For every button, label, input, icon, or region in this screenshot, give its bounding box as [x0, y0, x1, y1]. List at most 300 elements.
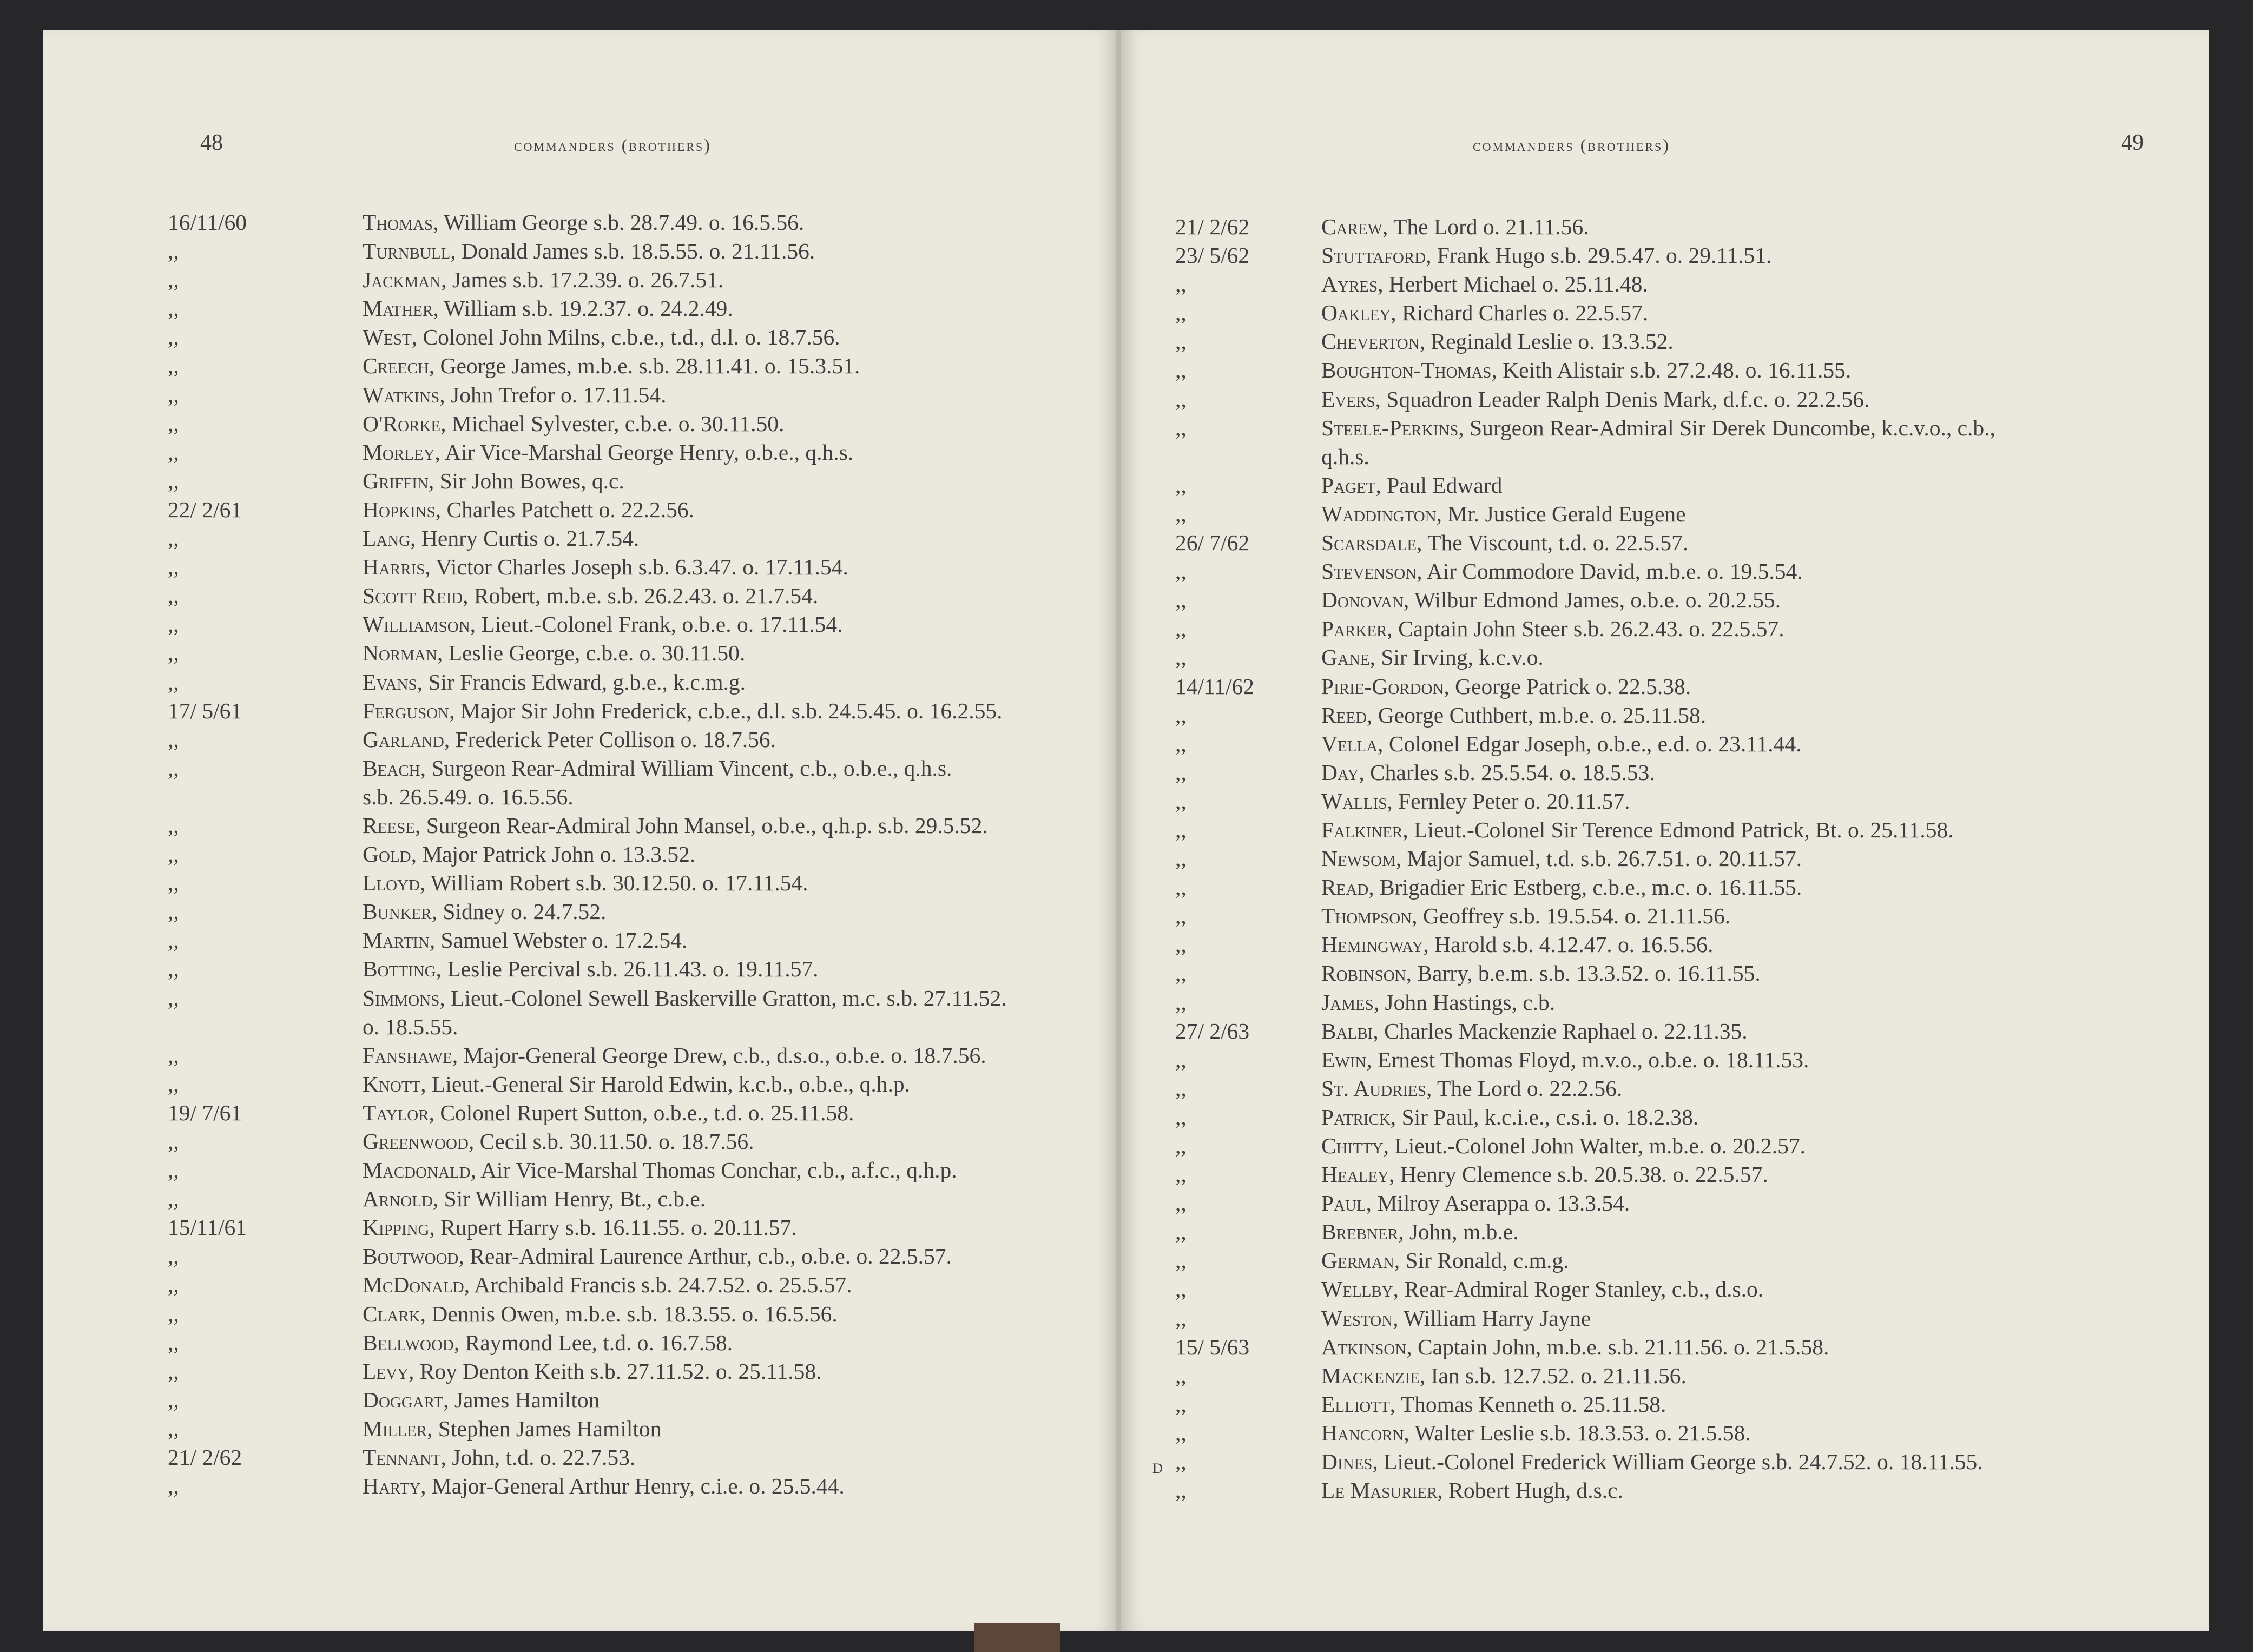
entry-detail: Herbert Michael o. 25.11.48. — [1383, 272, 1648, 297]
entry-surname: Donovan, — [1321, 587, 1409, 613]
entry-text — [1321, 414, 1995, 442]
entry-surname: German, — [1321, 1248, 1400, 1273]
entry-detail: Sir Francis Edward, g.b.e., k.c.m.g. — [422, 669, 746, 695]
entry-surname: Botting, — [363, 956, 442, 982]
entry-date: ,, — [168, 812, 179, 838]
entry-detail: Reginald Leslie o. 13.3.52. — [1425, 329, 1674, 354]
entry-surname: Falkiner, — [1321, 817, 1408, 842]
entry-text — [1321, 327, 1674, 356]
entry-surname: Weston, — [1321, 1305, 1399, 1331]
entry-surname: Miller, — [363, 1416, 433, 1441]
entry-surname: Mather, — [363, 296, 439, 321]
entry-surname: Watkins, — [363, 382, 445, 407]
entry-surname: Creech, — [363, 353, 435, 379]
entry-date: ,, — [168, 1473, 179, 1499]
entry-date: ,, — [1175, 1191, 1187, 1216]
entry-surname: Bellwood, — [363, 1330, 460, 1355]
entry-detail: Fernley Peter o. 20.11.57. — [1392, 788, 1630, 814]
entry-text — [1321, 730, 1801, 758]
entry-text — [363, 984, 1007, 1013]
entry-surname: Dines, — [1321, 1449, 1378, 1475]
entry-surname: James, — [1321, 989, 1380, 1015]
entry-date: ,, — [1175, 846, 1187, 871]
entry-detail: Richard Charles o. 22.5.57. — [1396, 300, 1649, 326]
entry-date: ,, — [1175, 903, 1187, 929]
bookmark-ribbon — [974, 1623, 1060, 1652]
entry-text — [1321, 672, 1691, 701]
entry-surname: Kipping, — [363, 1215, 435, 1240]
entry-date: ,, — [168, 1330, 179, 1355]
entry-date: ,, — [168, 1387, 179, 1412]
entry-surname: Patrick, — [1321, 1104, 1396, 1129]
entry-detail: Henry Clemence s.b. 20.5.38. o. 22.5.57. — [1394, 1162, 1768, 1187]
entry-date: ,, — [168, 985, 179, 1010]
entry-date: ,, — [1175, 386, 1187, 412]
entry-text — [1321, 471, 1502, 500]
entry-date: ,, — [168, 1416, 179, 1441]
entry-date: ,, — [168, 640, 179, 666]
entry-date: ,, — [1175, 472, 1187, 498]
entry-text — [363, 610, 843, 639]
entry-detail: Lieut.-Colonel Frederick William George s.b. 24.7.52. o. 18.11.55. — [1378, 1449, 1983, 1475]
entry-surname: Turnbull, — [363, 239, 456, 264]
entry-surname: Evans, — [363, 669, 423, 695]
entry-surname: Griffin, — [363, 468, 434, 493]
entry-text — [1321, 1132, 1806, 1160]
entry-surname: Carew, — [1321, 214, 1388, 239]
entry-date: ,, — [168, 1186, 179, 1212]
entry-detail: William Harry Jayne — [1398, 1305, 1591, 1331]
entry-text — [363, 352, 860, 380]
entry-detail: The Viscount, t.d. o. 22.5.57. — [1422, 530, 1689, 556]
entry-surname: Ewin, — [1321, 1047, 1372, 1072]
entry-date: ,, — [1175, 415, 1187, 440]
entry-surname: Morley, — [363, 439, 440, 465]
entry-date: ,, — [168, 468, 179, 493]
entry-text — [1321, 758, 1655, 787]
entry-text — [363, 955, 819, 983]
page-number-right: 49 — [2121, 130, 2144, 155]
entry-date: ,, — [168, 439, 179, 465]
entry-surname: Garland, — [363, 726, 450, 752]
entry-text — [363, 1386, 600, 1415]
entry-detail: William George s.b. 28.7.49. o. 16.5.56. — [438, 210, 805, 235]
entry-text — [1321, 816, 1954, 844]
entry-text — [363, 1300, 838, 1329]
entry-text — [1321, 1390, 1666, 1419]
entry-date: ,, — [168, 612, 179, 637]
entry-text — [363, 869, 808, 897]
entry-detail: James s.b. 17.2.39. o. 26.7.51. — [446, 267, 724, 293]
entry-date: ,, — [1175, 932, 1187, 957]
entry-detail: Colonel John Milns, c.b.e., t.d., d.l. o. 18.7.56. — [417, 325, 840, 350]
entry-text — [1321, 442, 1369, 471]
entry-date: 17/ 5/61 — [168, 698, 242, 723]
entry-text — [1321, 299, 1648, 327]
entry-date: ,, — [168, 842, 179, 867]
entry-text — [363, 1099, 854, 1127]
entry-surname: Hopkins, — [363, 497, 442, 522]
entry-text — [1321, 902, 1730, 930]
entry-detail: Captain John, m.b.e. s.b. 21.11.56. o. 21.5.58. — [1412, 1334, 1829, 1359]
entry-text — [1321, 1189, 1630, 1218]
entry-detail: John, t.d. o. 22.7.53. — [446, 1445, 636, 1470]
entry-text — [363, 1213, 797, 1242]
entry-surname: Ayres, — [1321, 272, 1384, 297]
entry-detail: Sir Paul, k.c.i.e., c.s.i. o. 18.2.38. — [1396, 1104, 1699, 1129]
entry-text — [1321, 213, 1589, 241]
entry-detail: James Hamilton — [449, 1387, 600, 1412]
entry-detail: William Robert s.b. 30.12.50. o. 17.11.54. — [425, 870, 808, 896]
left-page — [43, 30, 1117, 1631]
entry-date: ,, — [168, 1358, 179, 1384]
entry-detail: Lieut.-Colonel Sewell Baskerville Gratton, m.c. s.b. 27.11.52. — [445, 985, 1007, 1010]
entry-detail: Leslie George, c.b.e. o. 30.11.50. — [443, 640, 746, 666]
entry-date: ,, — [168, 353, 179, 379]
entry-text — [1321, 1103, 1698, 1132]
entry-detail: Major Samuel, t.d. s.b. 26.7.51. o. 20.11.57. — [1401, 846, 1802, 871]
entry-surname: Parker, — [1321, 616, 1393, 642]
entry-detail: The Lord o. 22.2.56. — [1432, 1075, 1623, 1101]
entry-text — [363, 840, 695, 869]
entry-detail: Surgeon Rear-Admiral John Mansel, o.b.e., q.h.p. s.b. 29.5.52. — [420, 812, 988, 838]
entry-detail: Brigadier Eric Estberg, c.b.e., m.c. o. 16.11.55. — [1374, 875, 1802, 900]
entry-date: ,, — [168, 526, 179, 551]
entry-date: ,, — [168, 1071, 179, 1096]
entry-text — [363, 1041, 986, 1070]
entry-detail: Surgeon Rear-Admiral Sir Derek Duncombe, k.c.v.o., c.b., — [1464, 415, 1995, 440]
entry-text — [1321, 1419, 1751, 1448]
entry-text — [1321, 528, 1688, 557]
entry-text — [363, 725, 776, 754]
entry-surname: Newsom, — [1321, 846, 1402, 871]
entry-surname: Reese, — [363, 812, 421, 838]
entry-detail: Charles s.b. 25.5.54. o. 18.5.53. — [1364, 759, 1655, 785]
entry-surname: Levy, — [363, 1358, 414, 1384]
entry-text — [1321, 500, 1686, 528]
entry-detail: Ian s.b. 12.7.52. o. 21.11.56. — [1425, 1363, 1687, 1388]
entry-surname: Scott Reid, — [363, 583, 469, 609]
entry-detail: Lieut.-Colonel John Walter, m.b.e. o. 20.2.57. — [1389, 1133, 1806, 1158]
entry-text — [363, 1127, 754, 1156]
entry-surname: Paget, — [1321, 472, 1381, 498]
entry-date: ,, — [168, 726, 179, 752]
entry-detail: Cecil s.b. 30.11.50. o. 18.7.56. — [474, 1129, 754, 1154]
entry-text — [1321, 873, 1802, 902]
entry-date: 27/ 2/63 — [1175, 1018, 1250, 1043]
entry-detail: Robert, m.b.e. s.b. 26.2.43. o. 21.7.54. — [468, 583, 819, 609]
entry-date: ,, — [168, 1042, 179, 1068]
entry-text — [363, 524, 639, 553]
entry-date: ,, — [1175, 501, 1187, 526]
entry-surname: Tennant, — [363, 1445, 446, 1470]
entry-surname: Wallis, — [1321, 788, 1393, 814]
entry-surname: Boughton-Thomas, — [1321, 358, 1497, 383]
entry-date: 22/ 2/61 — [168, 497, 242, 522]
entry-text — [1321, 557, 1803, 586]
entry-surname: Healey, — [1321, 1162, 1395, 1187]
entry-surname: Stuttaford, — [1321, 243, 1432, 268]
entry-text — [1321, 385, 1869, 414]
entry-date: ,, — [1175, 1363, 1187, 1388]
entry-surname: Knott, — [363, 1071, 426, 1096]
entry-detail: Frederick Peter Collison o. 18.7.56. — [450, 726, 776, 752]
entry-date: ,, — [168, 1272, 179, 1298]
entry-detail: Thomas Kenneth o. 25.11.58. — [1395, 1391, 1666, 1417]
entry-text — [1321, 1074, 1622, 1103]
entry-detail: Sir Ronald, c.m.g. — [1400, 1248, 1569, 1273]
entry-text — [363, 266, 723, 294]
entry-text — [363, 1443, 635, 1472]
entry-detail: Colonel Rupert Sutton, o.b.e., t.d. o. 25.11.58. — [434, 1100, 854, 1125]
running-heading-left: commanders (brothers) — [514, 135, 712, 155]
entry-text — [1321, 1017, 1748, 1046]
entry-date: ,, — [1175, 1047, 1187, 1072]
entry-date: 16/11/60 — [168, 210, 247, 235]
entry-surname: Atkinson, — [1321, 1334, 1412, 1359]
entry-detail: Air Vice-Marshal Thomas Conchar, c.b., a.f.c., q.h.p. — [476, 1158, 957, 1183]
entry-detail: Major Sir John Frederick, c.b.e., d.l. s.b. 24.5.45. o. 16.2.55. — [454, 698, 1003, 723]
entry-text — [1321, 1046, 1809, 1074]
entry-surname: Norman, — [363, 640, 443, 666]
entry-detail: Ernest Thomas Floyd, m.v.o., o.b.e. o. 18.11.53. — [1372, 1047, 1809, 1072]
entry-text — [1321, 1246, 1569, 1275]
entry-text — [363, 754, 952, 783]
entry-date: ,, — [168, 1244, 179, 1269]
entry-date: ,, — [1175, 358, 1187, 383]
entry-text — [363, 668, 746, 697]
entry-date: ,, — [168, 669, 179, 695]
entry-text — [1321, 844, 1802, 873]
entry-date: ,, — [168, 928, 179, 953]
entry-text — [1321, 988, 1555, 1017]
entry-detail: John, m.b.e. — [1404, 1219, 1519, 1245]
entry-surname: Taylor, — [363, 1100, 434, 1125]
entry-detail: Donald James s.b. 18.5.55. o. 21.11.56. — [456, 239, 815, 264]
entry-surname: Brebner, — [1321, 1219, 1404, 1245]
entry-surname: McDonald, — [363, 1272, 470, 1298]
entry-text — [363, 1013, 458, 1041]
entry-date: ,, — [1175, 702, 1187, 728]
entry-detail: Frank Hugo s.b. 29.5.47. o. 29.11.51. — [1431, 243, 1772, 268]
entry-date: ,, — [1175, 1133, 1187, 1158]
entry-detail: Major Patrick John o. 13.3.52. — [416, 842, 696, 867]
entry-text — [363, 897, 606, 926]
entry-detail: Surgeon Rear-Admiral William Vincent, c.b., o.b.e., q.h.s. — [426, 755, 952, 781]
entry-surname: Arnold, — [363, 1186, 439, 1212]
entry-detail: Archibald Francis s.b. 24.7.52. o. 25.5.57. — [470, 1272, 852, 1298]
entry-detail: Dennis Owen, m.b.e. s.b. 18.3.55. o. 16.5.56. — [426, 1301, 838, 1326]
entry-date: 15/11/61 — [168, 1215, 247, 1240]
entry-detail: John Hastings, c.b. — [1379, 989, 1556, 1015]
entry-surname: Steele-Perkins, — [1321, 415, 1464, 440]
entry-text — [363, 697, 1002, 725]
entry-surname: Day, — [1321, 759, 1365, 785]
entry-text — [1321, 1160, 1768, 1189]
entry-text — [363, 409, 784, 438]
entry-surname: Scarsdale, — [1321, 530, 1422, 556]
entry-date: ,, — [1175, 817, 1187, 842]
entry-detail: Sir John Bowes, q.c. — [434, 468, 624, 493]
entry-date: ,, — [1175, 961, 1187, 986]
entry-text — [1321, 1448, 1983, 1476]
entry-detail: Rear-Admiral Laurence Arthur, c.b., o.b.e. o. 22.5.57. — [464, 1244, 952, 1269]
entry-date: ,, — [168, 1301, 179, 1326]
entry-date: ,, — [1175, 645, 1187, 670]
entry-text — [363, 926, 687, 955]
entry-text — [363, 581, 818, 610]
entry-text — [1321, 270, 1648, 299]
entry-detail: Henry Curtis o. 21.7.54. — [416, 526, 640, 551]
entry-text — [363, 1415, 661, 1443]
entry-surname: Le Masurier, — [1321, 1478, 1443, 1503]
entry-detail: Victor Charles Joseph s.b. 6.3.47. o. 17.11.54. — [430, 554, 848, 580]
entry-date: ,, — [1175, 989, 1187, 1015]
entry-text — [363, 1271, 852, 1299]
entry-date: ,, — [1175, 1305, 1187, 1331]
entry-date: 15/ 5/63 — [1175, 1334, 1250, 1359]
entry-detail: Harold s.b. 4.12.47. o. 16.5.56. — [1428, 932, 1714, 957]
entry-detail: Rupert Harry s.b. 16.11.55. o. 20.11.57. — [434, 1215, 797, 1240]
entry-text — [363, 1185, 706, 1213]
page-number-left: 48 — [200, 130, 223, 155]
entry-surname: Paul, — [1321, 1191, 1372, 1216]
entry-text — [363, 1070, 910, 1099]
entry-detail: Mr. Justice Gerald Eugene — [1442, 501, 1686, 526]
entry-surname: Harris, — [363, 554, 431, 580]
entry-surname: Hancorn, — [1321, 1420, 1409, 1445]
entry-date: ,, — [1175, 1449, 1187, 1475]
entry-text — [363, 208, 804, 237]
entry-detail: Major-General George Drew, c.b., d.s.o., o.b.e. o. 18.7.56. — [458, 1042, 986, 1068]
entry-surname: Chitty, — [1321, 1133, 1389, 1158]
entry-surname: Hemingway, — [1321, 932, 1429, 957]
entry-surname: Lloyd, — [363, 870, 426, 896]
entry-date: ,, — [1175, 1248, 1187, 1273]
entry-surname: Harty, — [363, 1473, 426, 1499]
entry-surname: Pirie-Gordon, — [1321, 673, 1450, 699]
entry-surname: Mackenzie, — [1321, 1363, 1426, 1388]
entry-text — [1321, 586, 1781, 614]
entry-date: 19/ 7/61 — [168, 1100, 242, 1125]
running-heading-right: commanders (brothers) — [1473, 135, 1670, 155]
entry-text — [1321, 1218, 1519, 1246]
entry-detail: Stephen James Hamilton — [432, 1416, 662, 1441]
entry-detail: Air Vice-Marshal George Henry, o.b.e., q.h.s. — [440, 439, 854, 465]
entry-text — [1321, 1304, 1591, 1333]
entry-detail: Charles Mackenzie Raphael o. 22.11.35. — [1378, 1018, 1748, 1043]
entry-surname: Evers, — [1321, 386, 1381, 412]
entry-surname: Simmons, — [363, 985, 445, 1010]
entry-text — [1321, 930, 1713, 959]
entry-text — [1321, 356, 1851, 385]
right-page — [1121, 30, 2209, 1631]
entry-detail: s.b. 26.5.49. o. 16.5.56. — [363, 784, 574, 809]
entry-date: 26/ 7/62 — [1175, 530, 1250, 556]
entry-detail: Paul Edward — [1381, 472, 1503, 498]
entry-detail: George Patrick o. 22.5.38. — [1449, 673, 1691, 699]
entry-detail: Roy Denton Keith s.b. 27.11.52. o. 25.11.58. — [414, 1358, 822, 1384]
entry-date: ,, — [168, 583, 179, 609]
entry-text — [363, 1329, 733, 1357]
entry-date: ,, — [1175, 559, 1187, 584]
entry-text — [1321, 787, 1630, 816]
entry-date: ,, — [1175, 731, 1187, 756]
entry-surname: Gane, — [1321, 645, 1375, 670]
entry-date: ,, — [1175, 1391, 1187, 1417]
entry-detail: o. 18.5.55. — [363, 1014, 458, 1039]
entry-date: ,, — [168, 267, 179, 293]
entry-text — [363, 467, 624, 495]
entry-surname: Bunker, — [363, 899, 437, 924]
entry-date: ,, — [168, 411, 179, 436]
entry-detail: Walter Leslie s.b. 18.3.53. o. 21.5.58. — [1409, 1420, 1751, 1445]
entry-detail: George Cuthbert, m.b.e. o. 25.11.58. — [1372, 702, 1707, 728]
entry-date: 14/11/62 — [1175, 673, 1255, 699]
entry-text — [363, 639, 745, 668]
entry-detail: Squadron Leader Ralph Denis Mark, d.f.c. o. 22.2.56. — [1380, 386, 1870, 412]
entry-detail: William s.b. 19.2.37. o. 24.2.49. — [438, 296, 733, 321]
entry-date: ,, — [1175, 1104, 1187, 1129]
entry-detail: Sidney o. 24.7.52. — [437, 899, 607, 924]
entry-date: ,, — [168, 755, 179, 781]
entry-text — [363, 783, 574, 811]
entry-detail: John Trefor o. 17.11.54. — [445, 382, 667, 407]
entry-detail: Barry, b.e.m. s.b. 13.3.52. o. 16.11.55. — [1411, 961, 1761, 986]
entry-text — [1321, 1476, 1623, 1505]
entry-text — [363, 1357, 821, 1386]
entry-date: ,, — [1175, 587, 1187, 613]
signature-mark: D — [1152, 1461, 1163, 1476]
entry-text — [1321, 701, 1706, 730]
entry-text — [363, 553, 848, 581]
entry-text — [1321, 614, 1784, 643]
entry-text — [1321, 241, 1772, 270]
entry-detail: Sir Irving, k.c.v.o. — [1375, 645, 1544, 670]
entry-surname: Cheverton, — [1321, 329, 1426, 354]
entry-text — [1321, 1362, 1687, 1390]
entry-detail: Raymond Lee, t.d. o. 16.7.58. — [459, 1330, 733, 1355]
entry-date: ,, — [168, 325, 179, 350]
entry-surname: Thomas, — [363, 210, 439, 235]
entry-detail: Wilbur Edmond James, o.b.e. o. 20.2.55. — [1409, 587, 1781, 613]
entry-surname: Reed, — [1321, 702, 1373, 728]
entry-date: ,, — [1175, 1478, 1187, 1503]
entry-text — [363, 1156, 957, 1185]
entry-text — [1321, 959, 1761, 988]
entry-surname: Stevenson, — [1321, 559, 1422, 584]
entry-date: ,, — [168, 296, 179, 321]
entry-surname: Vella, — [1321, 731, 1384, 756]
entry-detail: q.h.s. — [1321, 444, 1369, 469]
entry-date: ,, — [168, 1158, 179, 1183]
entry-detail: Michael Sylvester, c.b.e. o. 30.11.50. — [446, 411, 785, 436]
entry-text — [363, 811, 988, 840]
entry-text — [363, 381, 667, 409]
entry-date: 21/ 2/62 — [168, 1445, 242, 1470]
entry-surname: Clark, — [363, 1301, 426, 1326]
entry-text — [363, 1472, 845, 1501]
entry-surname: Williamson, — [363, 612, 476, 637]
entry-detail: Lieut.-Colonel Frank, o.b.e. o. 17.11.54. — [476, 612, 843, 637]
entry-surname: Wellby, — [1321, 1277, 1399, 1302]
entry-date: 21/ 2/62 — [1175, 214, 1250, 239]
entry-date: ,, — [168, 239, 179, 264]
entry-surname: Greenwood, — [363, 1129, 475, 1154]
entry-surname: Jackman, — [363, 267, 447, 293]
entry-date: ,, — [1175, 1277, 1187, 1302]
entry-surname: Fanshawe, — [363, 1042, 458, 1068]
